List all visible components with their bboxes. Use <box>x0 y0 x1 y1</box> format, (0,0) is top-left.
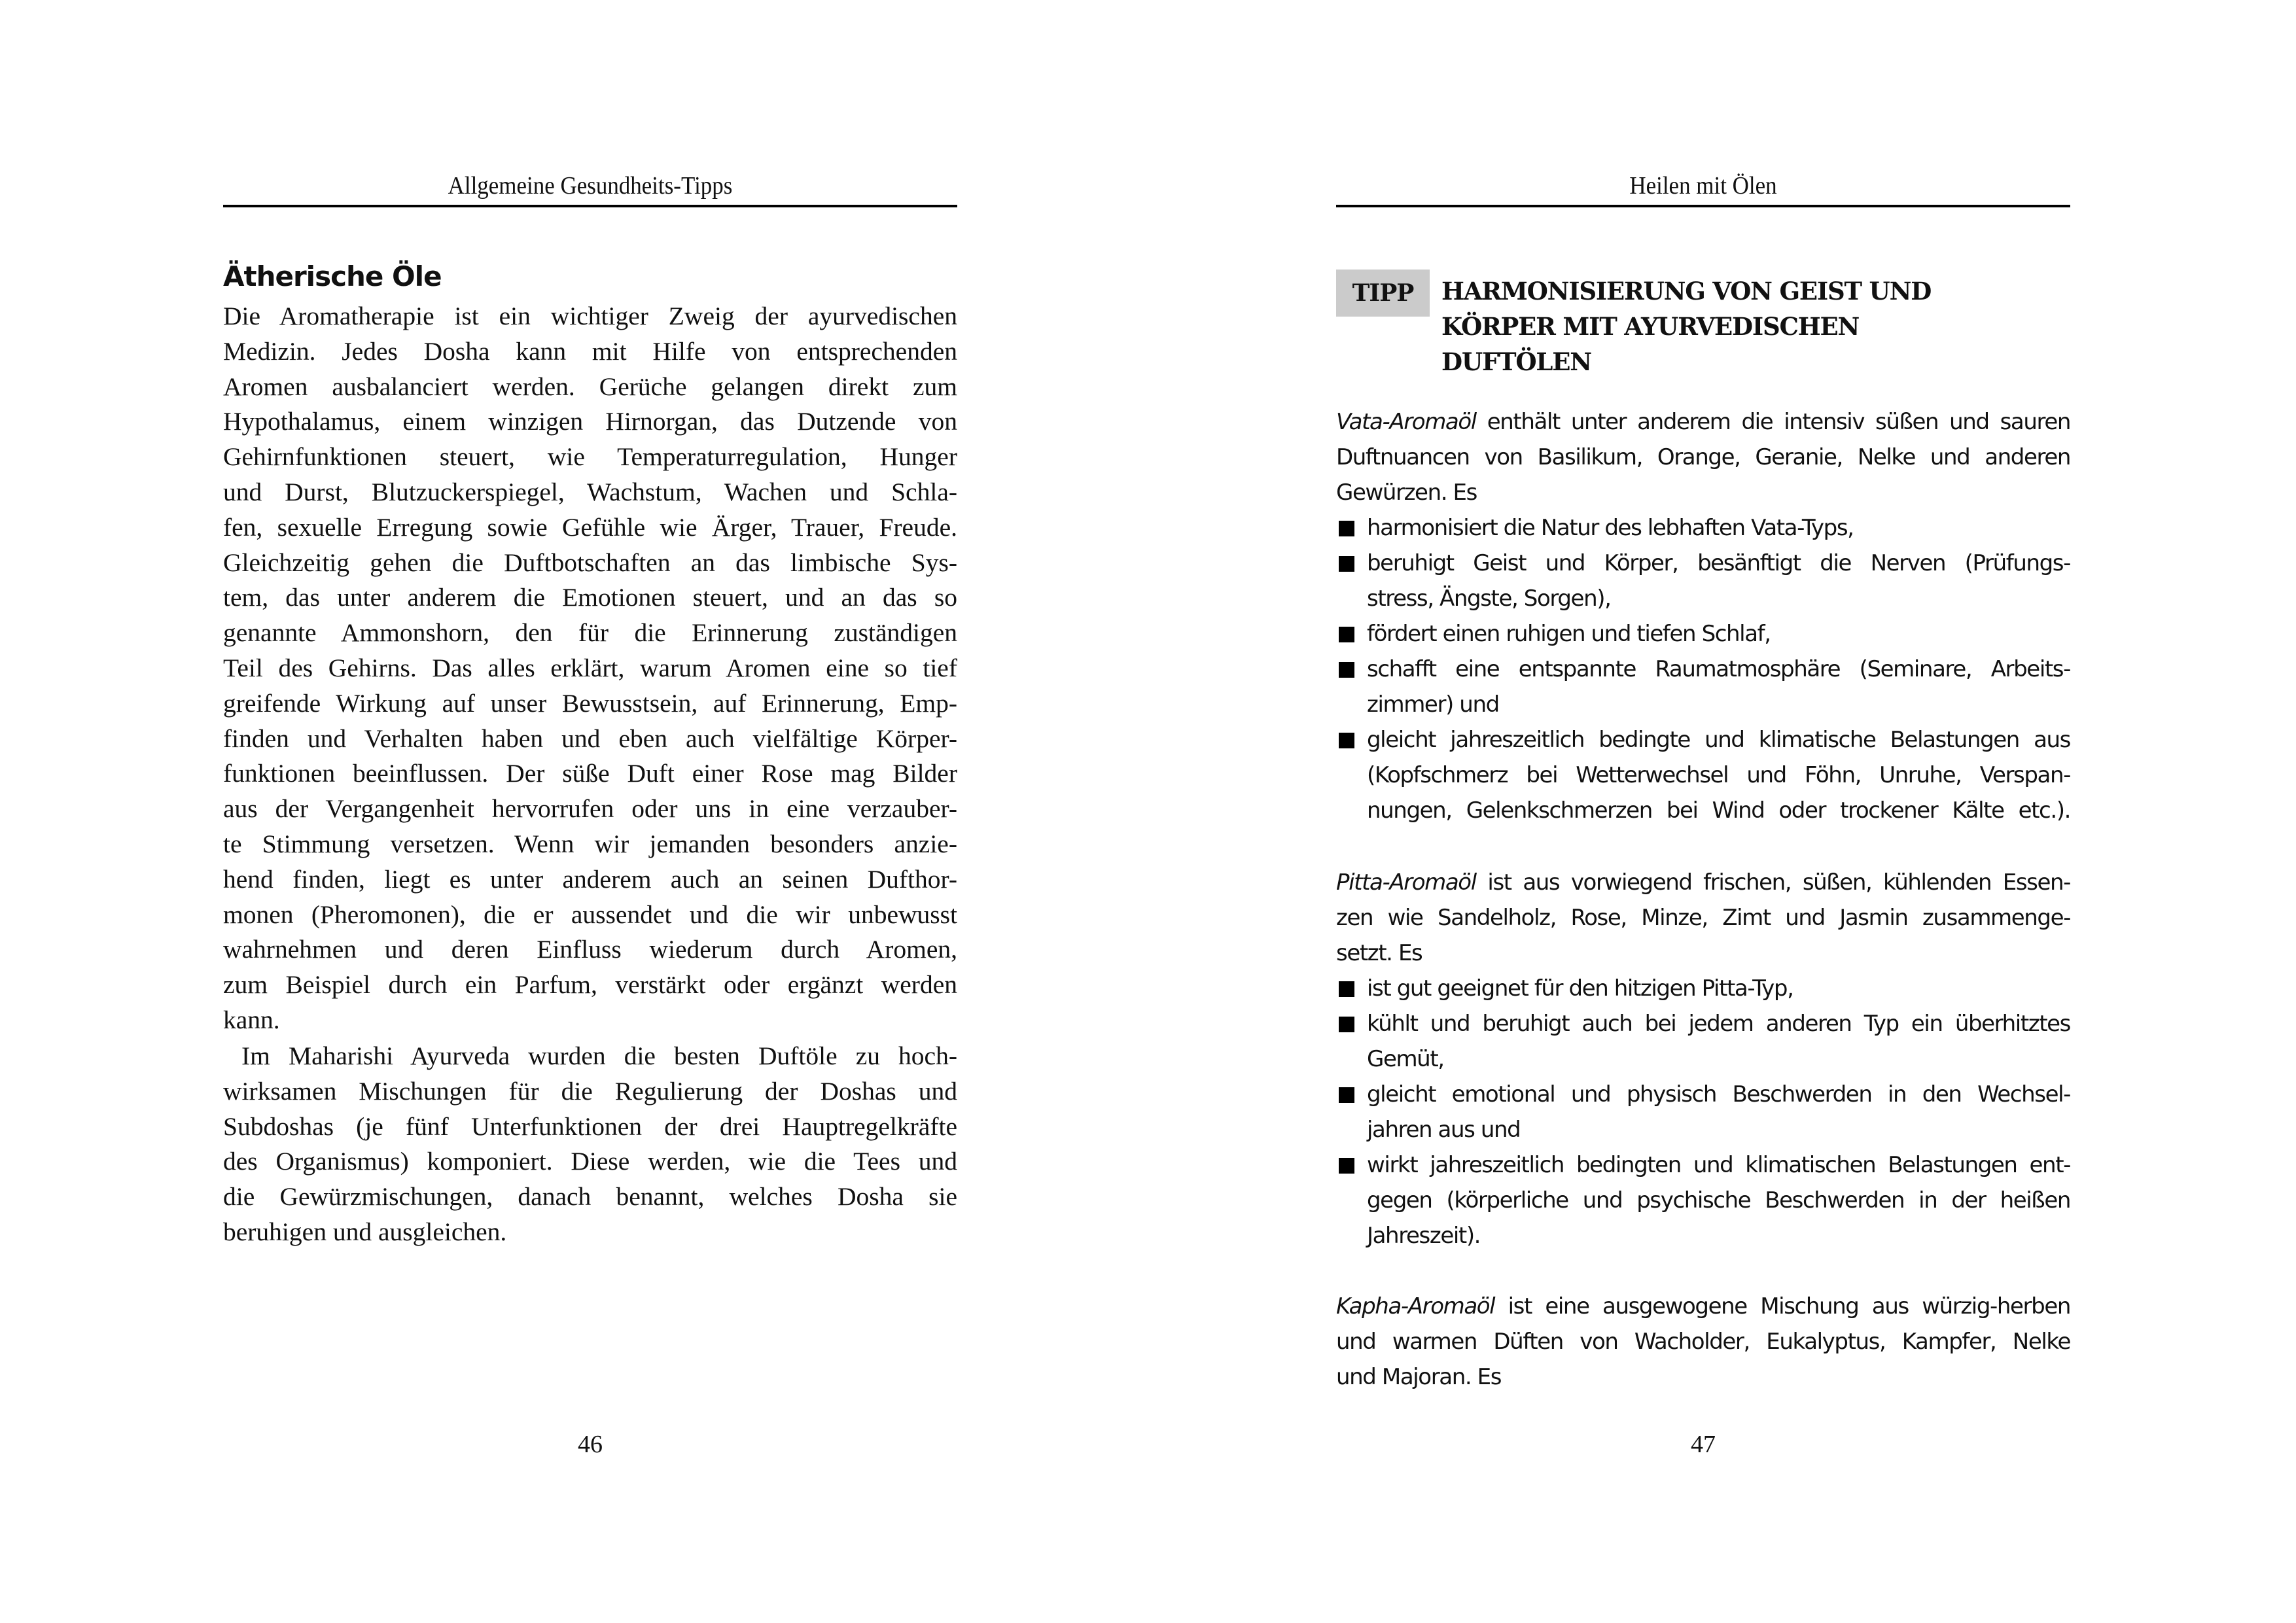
text-line: Teil des Gehirns. Das alles erklärt, warum Aromen eine so tief <box>223 653 957 682</box>
list-item-text: Jahreszeit). <box>1367 1223 1481 1249</box>
text-line: Im Maharishi Ayurveda wurden die besten Duftöle zu hoch- <box>241 1041 957 1070</box>
list-item <box>1336 616 2070 652</box>
page-number-right: 47 <box>1691 1431 1716 1458</box>
square-bullet-icon <box>1339 556 1354 572</box>
page-number-left: 46 <box>578 1431 603 1458</box>
list-item <box>1336 1077 2070 1147</box>
oil-section-kapha <box>1336 1289 2070 1395</box>
intro-line <box>1336 1289 2070 1324</box>
square-bullet-icon <box>1339 1017 1354 1032</box>
text-line: beruhigen und ausgleichen. <box>223 1217 507 1246</box>
list-item-text: ist gut geeignet für den hitzigen Pitta-Typ, <box>1367 975 1793 1002</box>
text-line: tem, das unter anderem die Emotionen steuert, und an das so <box>223 583 957 612</box>
running-head-right: Heilen mit Ölen <box>1629 172 1777 200</box>
text-line: zum Beispiel durch ein Parfum, verstärkt oder ergänzt werden <box>223 970 957 1000</box>
text-line: aus der Vergangenheit hervorrufen oder uns in eine verzauber- <box>223 794 957 824</box>
text-line: fen, sexuelle Erregung sowie Gefühle wie Ärger, Trauer, Freude. <box>223 512 957 542</box>
benefit-list <box>1336 971 2070 1253</box>
intro-text: ist aus vorwiegend frischen, süßen, kühlenden Essen- <box>1475 869 2070 896</box>
oil-name: Pitta-Aromaöl <box>1336 869 1476 896</box>
list-item-text: gegen (körperliche und psychische Beschwerden in der heißen <box>1367 1187 2070 1213</box>
square-bullet-icon <box>1339 1158 1354 1174</box>
intro-line: und Majoran. Es <box>1336 1364 1502 1390</box>
tip-title-line: KÖRPER MIT AYURVEDISCHEN <box>1441 312 1860 341</box>
header-rule <box>1336 205 2070 207</box>
text-line: und Durst, Blutzuckerspiegel, Wachstum, Wachen und Schla- <box>223 477 957 506</box>
square-bullet-icon <box>1339 981 1354 997</box>
text-line: Subdoshas (je fünf Unterfunktionen der drei Hauptregelkräfte <box>223 1111 957 1141</box>
list-item-text: nungen, Gelenkschmerzen bei Wind oder trockener Kälte etc.). <box>1367 797 2070 824</box>
list-item-text: gleicht emotional und physisch Beschwerden in den Wechsel- <box>1367 1081 2070 1108</box>
oil-section-vata <box>1336 404 2070 828</box>
text-line: Medizin. Jedes Dosha kann mit Hilfe von entsprechenden <box>223 336 957 366</box>
list-item-text: zimmer) und <box>1367 691 1499 718</box>
text-line: Gleichzeitig gehen die Duftbotschaften an das limbische Sys- <box>223 548 957 577</box>
list-item-text: beruhigt Geist und Körper, besänftigt die Nerven (Prüfungs- <box>1367 550 2070 576</box>
body-paragraph-1 <box>223 299 957 1038</box>
list-item-text: schafft eine entspannte Raumatmosphäre (Seminare, Arbeits- <box>1367 656 2070 682</box>
text-line: wahrnehmen und deren Einfluss wiederum durch Aromen, <box>223 935 957 964</box>
list-item-text: harmonisiert die Natur des lebhaften Vata-Typs, <box>1367 515 1854 541</box>
list-item <box>1336 546 2070 616</box>
list-item-text: fördert einen ruhigen und tiefen Schlaf, <box>1367 621 1771 647</box>
list-item <box>1336 722 2070 828</box>
text-line: genannte Ammonshorn, den für die Erinnerung zuständigen <box>223 618 957 648</box>
intro-text: ist eine ausgewogene Mischung aus würzig-herben <box>1494 1293 2070 1319</box>
square-bullet-icon <box>1339 1087 1354 1103</box>
text-line: Aromen ausbalanciert werden. Gerüche gelangen direkt zum <box>223 372 957 401</box>
tip-badge: TIPP <box>1336 270 1430 317</box>
oil-section-pitta <box>1336 865 2070 1253</box>
intro-line: Gewürzen. Es <box>1336 480 1477 506</box>
running-head-left: Allgemeine Gesundheits-Tipps <box>448 172 733 200</box>
text-line: Gehirnfunktionen steuert, wie Temperaturregulation, Hunger <box>223 442 957 472</box>
intro-text: enthält unter anderem die intensiv süßen und sauren <box>1475 409 2070 435</box>
list-item-text: jahren aus und <box>1367 1117 1521 1143</box>
text-line: te Stimmung versetzen. Wenn wir jemanden besonders anzie- <box>223 829 957 858</box>
intro-line <box>1336 404 2070 440</box>
square-bullet-icon <box>1339 627 1354 642</box>
list-item <box>1336 510 2070 546</box>
tip-title-line: DUFTÖLEN <box>1441 347 1591 376</box>
list-item-text: wirkt jahreszeitlich bedingten und klimatischen Belastungen ent- <box>1367 1152 2070 1178</box>
benefit-list <box>1336 510 2070 828</box>
square-bullet-icon <box>1339 521 1354 536</box>
text-line: die Gewürzmischungen, danach benannt, welches Dosha sie <box>223 1182 957 1212</box>
square-bullet-icon <box>1339 733 1354 748</box>
tip-title <box>1441 273 2030 379</box>
list-item-text: Gemüt, <box>1367 1046 1444 1072</box>
body-paragraph-2 <box>223 1039 957 1250</box>
list-item <box>1336 652 2070 722</box>
text-line: Die Aromatherapie ist ein wichtiger Zweig der ayurvedischen <box>223 302 957 330</box>
intro-line: und warmen Düften von Wacholder, Eukalyptus, Kampfer, Nelke <box>1336 1329 2070 1355</box>
intro-line: zen wie Sandelholz, Rose, Minze, Zimt und Jasmin zusammenge- <box>1336 905 2070 931</box>
list-item <box>1336 1006 2070 1077</box>
text-line: des Organismus) komponiert. Diese werden, wie die Tees und <box>223 1147 957 1176</box>
header-rule <box>223 205 957 207</box>
list-item <box>1336 971 2070 1006</box>
text-line: kann. <box>223 1005 280 1034</box>
text-line: greifende Wirkung auf unser Bewusstsein, auf Erinnerung, Emp- <box>223 688 957 718</box>
list-item-text: gleicht jahreszeitlich bedingte und klimatische Belastungen aus <box>1367 727 2070 753</box>
intro-line <box>1336 865 2070 900</box>
text-line: monen (Pheromonen), die er aussendet und die wir unbewusst <box>223 899 957 929</box>
section-title: Ätherische Öle <box>223 260 442 292</box>
text-line: funktionen beeinflussen. Der süße Duft einer Rose mag Bilder <box>223 759 957 788</box>
text-line: finden und Verhalten haben und eben auch vielfältige Körper- <box>223 724 957 753</box>
list-item <box>1336 1147 2070 1253</box>
oil-name: Kapha-Aromaöl <box>1336 1293 1495 1319</box>
text-line: wirksamen Mischungen für die Regulierung der Doshas und <box>223 1076 957 1106</box>
text-line: Hypothalamus, einem winzigen Hirnorgan, das Dutzende von <box>223 407 957 436</box>
list-item-text: stress, Ängste, Sorgen), <box>1367 585 1611 612</box>
oil-name: Vata-Aromaöl <box>1336 409 1476 435</box>
text-line: hend finden, liegt es unter anderem auch an seinen Dufthor- <box>223 864 957 894</box>
intro-line: Duftnuancen von Basilikum, Orange, Geranie, Nelke und anderen <box>1336 444 2070 470</box>
square-bullet-icon <box>1339 662 1354 678</box>
list-item-text: (Kopfschmerz bei Wetterwechsel und Föhn, Unruhe, Verspan- <box>1367 762 2070 788</box>
intro-line: setzt. Es <box>1336 940 1422 966</box>
tip-title-line: HARMONISIERUNG VON GEIST UND <box>1441 277 1932 305</box>
list-item-text: kühlt und beruhigt auch bei jedem anderen Typ ein überhitztes <box>1367 1011 2070 1037</box>
